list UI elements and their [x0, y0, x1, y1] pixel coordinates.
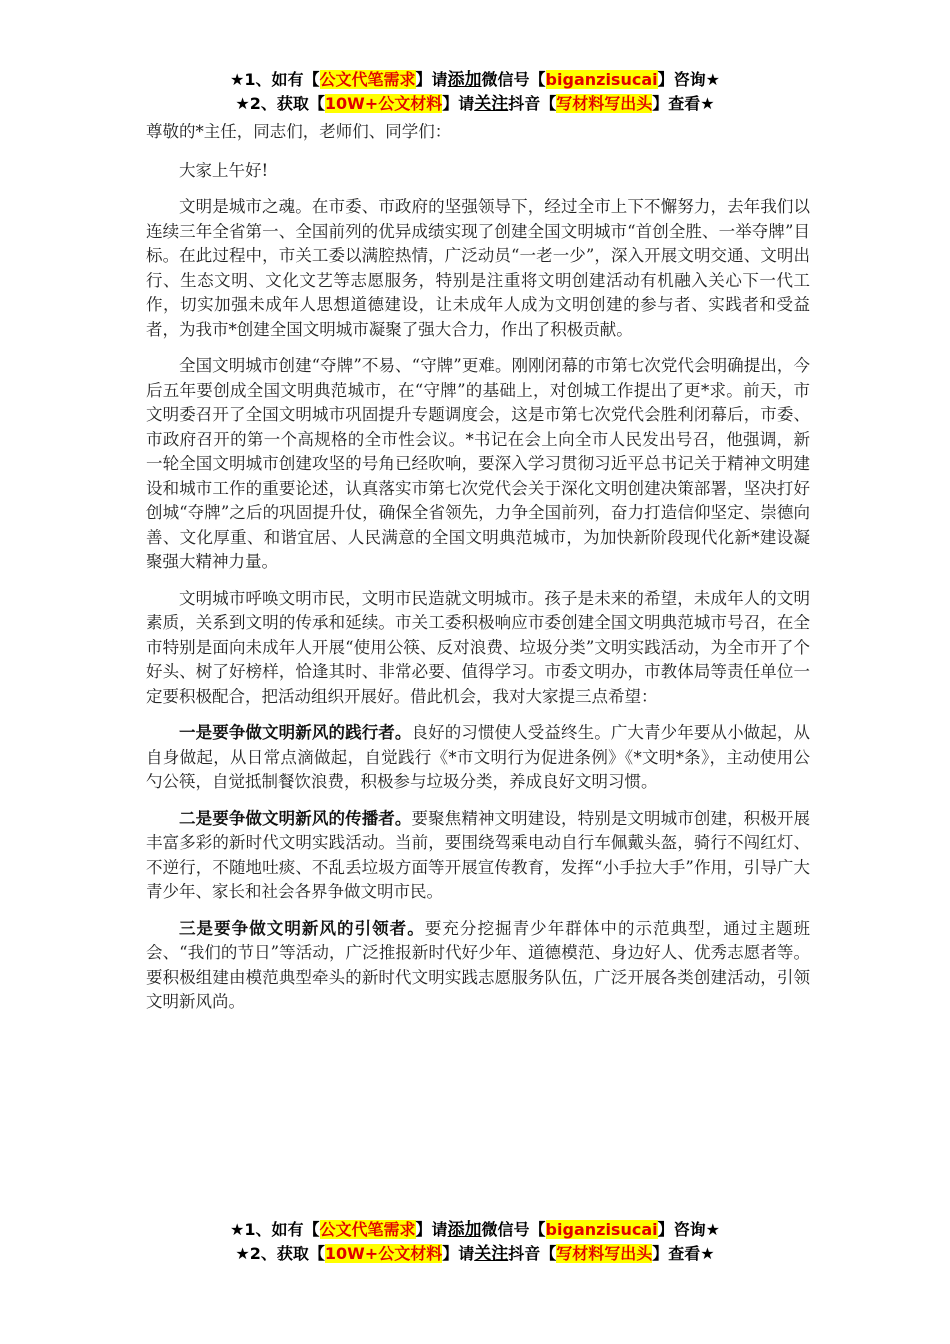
- footer-banner: [0, 1218, 950, 1266]
- header-banner: [0, 68, 950, 116]
- point-paragraph: 一是要争做文明新风的践行者。良好的习惯使人受益终生。广大青少年要从小做起，从自身做起，从日常点滴做起，自觉践行《*市文明行为促进条例》《*文明*条》，主动使用公勺公筷，自觉抵制餐饮浪费，积极参与垃圾分类，养成良好文明习惯。: [146, 723, 811, 791]
- point-paragraph: 三是要争做文明新风的引领者。要充分挖掘青少年群体中的示范典型，通过主题班会、“我们的节日”等活动，广泛推报新时代好少年、道德模范、身边好人、优秀志愿者等。要积极组建由模范典型牵头的新时代文明实践志愿服务队伍，广泛开展各类创建活动，引领文明新风尚。: [146, 918, 811, 1011]
- banner-line-2: ★2、获取【10W+公文材料】请关注抖音【写材料写出头】查看★: [235, 94, 715, 114]
- greeting: 大家上午好!: [179, 160, 269, 180]
- banner-highlight: 公文代笔需求: [319, 1220, 416, 1239]
- wechat-id-highlight: biganzisucai: [545, 1220, 658, 1239]
- point-lead: 二是要争做文明新风的传播者。: [179, 808, 412, 828]
- paragraph: 文明是城市之魂。在市委、市政府的坚强领导下，经过全市上下不懈努力，去年我们以连续三年全省第一、全国前列的优异成绩实现了创建全国文明城市“首创全胜、一举夺牌”目标。在此过程中，市关工委以满腔热情，广泛动员“一老一少”，深入开展文明交通、文明出行、生态文明、文化文艺等志愿服务，特别是注重将文明创建活动有机融入关心下一代工作，切实加强未成年人思想道德建设，让未成年人成为文明创建的参与者、实践者和受益者，为我市*创建全国文明城市凝聚了强大合力，作出了积极贡献。: [146, 197, 810, 339]
- douyin-id-highlight: 写材料写出头: [556, 1244, 653, 1263]
- paragraph: 文明城市呼唤文明市民，文明市民造就文明城市。孩子是未来的希望，未成年人的文明素质，关系到文明的传承和延续。市关工委积极响应市委创建全国文明典范城市号召，在全市特别是面向未成年人开展“使用公筷、反对浪费、垃圾分类”文明实践活动，为全市开了个好头、树了好榜样，恰逢其时、非常必要、值得学习。市委文明办，市教体局等责任单位一定要积极配合，把活动组织开展好。借此机会，我对大家提三点希望：: [146, 588, 810, 706]
- point-paragraph: 二是要争做文明新风的传播者。要聚焦精神文明建设，特别是文明城市创建，积极开展丰富多彩的新时代文明实践活动。当前，要围绕驾乘电动自行车佩戴头盔，骑行不闯红灯、不逆行，不随地吐痰、不乱丢垃圾方面等开展宣传教育，发挥“小手拉大手”作用，引导广大青少年、家长和社会各界争做文明市民。: [146, 808, 811, 901]
- banner-line-1: ★1、如有【公文代笔需求】请添加微信号【biganzisucai】咨询★: [230, 70, 720, 90]
- wechat-id-highlight: biganzisucai: [545, 70, 658, 89]
- document-body: [146, 120, 810, 1027]
- banner-line-2: ★2、获取【10W+公文材料】请关注抖音【写材料写出头】查看★: [235, 1244, 715, 1264]
- paragraph: 全国文明城市创建“夺牌”不易、“守牌”更难。刚刚闭幕的市第七次党代会明确提出，今后五年要创成全国文明典范城市，在“守牌”的基础上，对创城工作提出了更*求。前天，市文明委召开了全国文明城市巩固提升专题调度会，这是市第七次党代会胜利闭幕后，市委、市政府召开的第一个高规格的全市性会议。*书记在会上向全市人民发出号召，他强调，新一轮全国文明城市创建攻坚的号角已经吹响，要深入学习贯彻习近平总书记关于精神文明建设和城市工作的重要论述，认真落实市第七次党代会关于深化文明创建决策部署，坚决打好创城“夺牌”之后的巩固提升仗，确保全省领先，力争全国前列，奋力打造信仰坚定、崇德向善、文化厚重、和谐宜居、人民满意的全国文明典范城市，为加快新阶段现代化新*建设凝聚强大精神力量。: [146, 356, 810, 571]
- douyin-id-highlight: 写材料写出头: [556, 94, 653, 113]
- point-lead: 一是要争做文明新风的践行者。: [179, 723, 412, 742]
- banner-highlight: 10W+公文材料: [324, 1244, 443, 1263]
- banner-highlight: 10W+公文材料: [324, 94, 443, 113]
- banner-line-1: ★1、如有【公文代笔需求】请添加微信号【biganzisucai】咨询★: [230, 1220, 720, 1240]
- banner-highlight: 公文代笔需求: [319, 70, 416, 89]
- salutation: 尊敬的*主任，同志们，老师们、同学们：: [146, 122, 452, 141]
- point-lead: 三是要争做文明新风的引领者。: [179, 918, 425, 938]
